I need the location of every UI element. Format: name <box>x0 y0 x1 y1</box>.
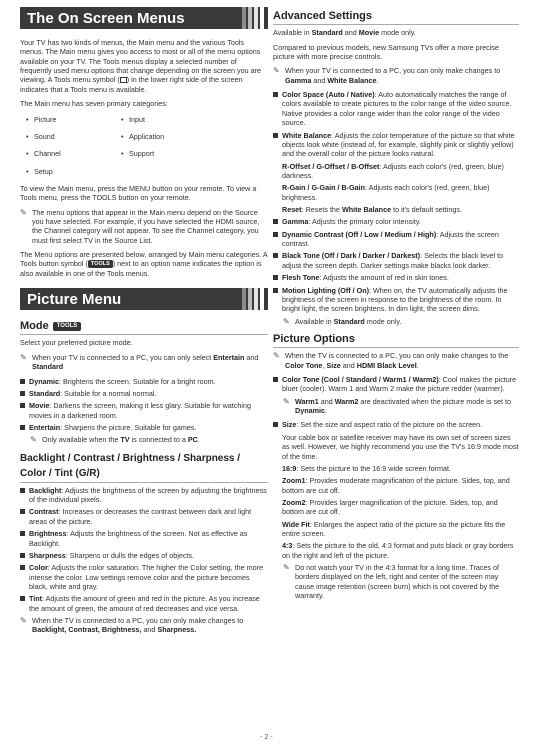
zoom1-item: Zoom1: Provides moderate magnification of the picture. Sides, top, and bottom are cut off. <box>282 476 510 495</box>
bcs-heading: Backlight / Contrast / Brightness / Sharpness / Color / Tint (G/R) <box>20 451 268 483</box>
note-icon: ✎ <box>273 351 280 361</box>
ratio-16-9-item: 16:9: Sets the picture to the 16:9 wide screen format. <box>282 463 452 473</box>
category-list <box>26 115 216 176</box>
category-item: • Input <box>121 115 216 124</box>
note-icon: ✎ <box>283 316 290 326</box>
picture-options-heading: Picture Options <box>273 332 519 348</box>
advanced-settings-heading: Advanced Settings <box>273 9 519 25</box>
category-item: • Picture <box>26 115 121 124</box>
tools-menu-symbol-icon <box>120 77 127 83</box>
size-item: Size: Set the size and aspect ratio of the picture on the screen. <box>273 420 519 429</box>
zoom2-item: Zoom2: Provides larger magnification of the picture. Sides, top, and bottom are cut off. <box>282 497 498 517</box>
warm-note: ✎ Warm1 and Warm2 are deactivated when the picture mode is set to Dynamic. <box>283 396 512 416</box>
banner-stripes <box>242 288 264 310</box>
tools-button-icon: TOOLS <box>53 322 82 331</box>
ratio-4-3-item: 4:3: Sets the picture to the old, 4:3 format and puts black or gray borders on the right and left of the picture. <box>282 541 514 560</box>
mode-standard: Standard: Suitable for a normal normal. <box>20 389 268 398</box>
tools-button-icon: TOOLS <box>88 260 113 268</box>
advanced-availability: Available in Standard and Movie mode only. <box>273 28 416 38</box>
bcs-pc-note: ✎ When the TV is connected to a PC, you can only make changes to Backlight, Contrast, Brightness, and Sharpness. <box>20 616 244 635</box>
offset-item: R-Offset / G-Offset / B-Offset: Adjusts each color's (red, green, blue) darkness. <box>282 161 504 180</box>
categories-intro: The Main menu has seven primary categories: <box>20 99 168 109</box>
brightness-item: Brightness: Adjusts the brightness of the screen. Not as effective as Backlight. <box>20 529 268 548</box>
banner-stripes <box>242 7 264 29</box>
page-number: - 2 - <box>260 734 273 741</box>
tint-item: Tint: Adjusts the amount of green and red in the picture. As you increase the amount of green, the amount of red decreases and vice versa. <box>20 594 268 613</box>
motion-lighting-item: Motion Lighting (Off / On): When on, the TV automatically adjusts the brightness of the screen in response to the brightness of the room. In bright light, the screen brightens. In dim light, the screen dims. <box>273 286 519 314</box>
left-column <box>20 7 268 640</box>
view-menu-text: To view the Main menu, press the MENU button on your remote. To view a Tools menu, press the TOOLS button on your remote. <box>20 183 257 203</box>
sharpness-item: Sharpness: Sharpens or dulls the edges of objects. <box>20 551 268 560</box>
mode-entertain: Entertain: Sharpens the picture. Suitable for games. <box>20 423 268 432</box>
mode-desc: Select your preferred picture mode. <box>20 338 133 348</box>
mode-heading: Mode TOOLS <box>20 319 268 335</box>
category-item: • Channel <box>26 149 121 158</box>
flesh-tone-item: Flesh Tone: Adjusts the amount of red in skin tones. <box>273 273 519 282</box>
mode-movie: Movie: Darkens the screen, making it less glary. Suitable for watching movies in a darkened room. <box>20 401 268 420</box>
advanced-intro: Compared to previous models, new Samsung TVs offer a more precise picture with more precise controls. <box>273 42 499 62</box>
note-icon: ✎ <box>20 616 27 626</box>
color-item: Color: Adjusts the color saturation. The higher the Color setting, the more intense the color. Low settings remove color and the picture becomes black, white and gray. <box>20 563 268 591</box>
mode-pc-note: ✎ When your TV is connected to a PC, you can only select Entertain and Standard <box>20 352 259 372</box>
mode-dynamic: Dynamic: Brightens the screen. Suitable for a bright room. <box>20 377 268 386</box>
note-icon: ✎ <box>20 207 27 217</box>
note-icon: ✎ <box>273 66 280 76</box>
onscreen-menus-title: The On Screen Menus <box>27 10 185 27</box>
gamma-item: Gamma: Adjusts the primary color intensity. <box>273 217 519 226</box>
white-balance-item: White Balance: Adjusts the color temperature of the picture so that white objects look white (instead of, for example, slightly pink or slightly yellow) and the overall color of the picture looks natural. <box>273 131 519 159</box>
tools-symbol-text: The Menu options are presented below, arranged by Main menu categories. A Tools button symbol ( TOOLS ) next to an option name indicates the option is also available in one of the Tools menus. <box>20 250 268 278</box>
right-column <box>273 7 519 606</box>
size-paragraph: Your cable box or satellite receiver may have its own set of screen sizes as well. However, we highly recommend you use the TV's 16:9 mode most of the time. <box>282 432 519 461</box>
note-icon: ✎ <box>20 352 27 362</box>
backlight-item: Backlight: Adjusts the brightness of the screen by adjusting the brightness of the individual pixels. <box>20 486 268 505</box>
note-icon: ✎ <box>283 396 290 406</box>
picture-menu-banner <box>20 288 268 310</box>
dynamic-contrast-item: Dynamic Contrast (Off / Low / Medium / High): Adjusts the screen contrast. <box>273 230 519 249</box>
category-item: • Sound <box>26 132 121 141</box>
note-icon: ✎ <box>30 435 37 445</box>
black-tone-item: Black Tone (Off / Dark / Darker / Darkest): Selects the black level to adjust the screen depth. Darker settings make blacks look darker. <box>273 251 519 270</box>
note-icon: ✎ <box>283 563 290 573</box>
source-note: ✎ The menu options that appear in the Main menu depend on the Source you have selected. For example, if you have selected the HDMI source, the Channel category will not appear. To see the Channel category, you must first select TV in the Source List. <box>20 207 260 245</box>
options-pc-note: ✎ When the TV is connected to a PC, you can only make changes to the Color Tone, Size and HDMI Black Level. <box>273 351 509 370</box>
burn-in-note: ✎ Do not watch your TV in the 4:3 format for a long time. Traces of borders displayed on the left, right and center of the screen may cause image retention (screen burn) which is not covered by the warranty. <box>283 563 500 601</box>
category-item: • Application <box>121 132 216 141</box>
wide-fit-item: Wide Fit: Enlarges the aspect ratio of the picture so the picture fits the entire screen. <box>282 519 506 539</box>
picture-menu-title: Picture Menu <box>27 291 122 309</box>
category-item: • Support <box>121 149 216 158</box>
gain-item: R-Gain / G-Gain / B-Gain: Adjusts each color's (red, green, blue) brightness. <box>282 183 490 202</box>
contrast-item: Contrast: Increases or decreases the contrast between dark and light areas of the picture. <box>20 507 268 526</box>
onscreen-menus-banner <box>20 7 268 29</box>
category-item: • Setup <box>26 167 121 176</box>
entertain-note: ✎ Only available when the TV is connected to a PC. <box>30 435 200 445</box>
advanced-pc-note: ✎ When your TV is connected to a PC, you can only make changes to Gamma and White Balance. <box>273 66 501 85</box>
color-tone-item: Color Tone (Cool / Standard / Warm1 / Warm2): Cool makes the picture bluer (cooler). Warm 1 and Warm 2 make the picture redder (warmer). <box>273 375 519 394</box>
onscreen-intro: Your TV has two kinds of menus, the Main menu and the various Tools menus. The Main menu gives you access to most or all of the menu options available on your TV. The Tools menus display a selected number of frequently used menu options that change depending on the screen you are viewing. A Tools menu symbol ( ) in the lower right side of the screen indicates that a Tools menu is available. <box>20 38 261 94</box>
motion-note: ✎ Available in Standard mode only. <box>283 316 402 326</box>
color-space-item: Color Space (Auto / Native): Auto automatically matches the range of colors available to create pictures to the color range of the video source. Native provides a color range wider than the color range of the video source. <box>273 90 519 127</box>
reset-item: Reset: Resets the White Balance to it's default settings. <box>282 205 462 215</box>
